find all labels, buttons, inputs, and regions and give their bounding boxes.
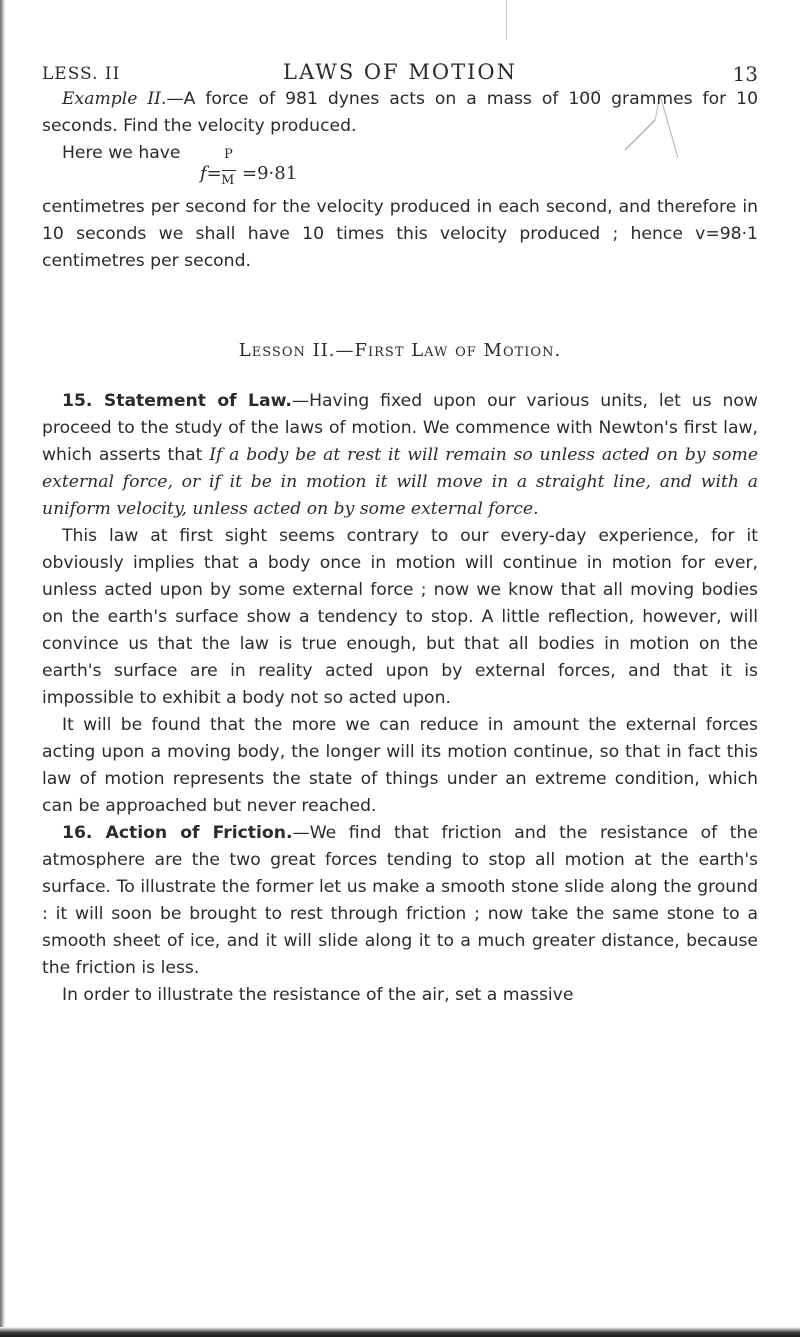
section-15-intro-text: —Having fixed upon our various units, let us now proceed to the study of the laws of motion. We commence with Newton's first law, which asserts that xyxy=(42,391,758,465)
section-15-paragraph-2: It will be found that the more we can reduce in amount the external forces acting upon a moving body, the longer will its motion continue, so that in fact this law of motion represents the state of things under an extreme condition, which can be approached but never reached. xyxy=(42,715,758,816)
example-block xyxy=(42,86,758,167)
section-15 xyxy=(42,388,758,1009)
section-16-paragraph-1: In order to illustrate the resistance of the air, set a massive xyxy=(62,985,574,1005)
formula-rhs: =9·81 xyxy=(242,163,298,184)
first-law-text: If a body be at rest it will remain so unless acted on by some external force, or if it be in motion it will move in a straight line, and with a uniform velocity, unless acted on by some external force. xyxy=(42,445,758,519)
formula-lhs: f= xyxy=(200,163,222,184)
formula-denominator: M xyxy=(221,173,235,188)
section-15-heading: 15. Statement of Law. xyxy=(62,391,292,411)
page-left-edge xyxy=(0,0,5,1337)
section-15-intro xyxy=(42,388,758,523)
example-text: —A force of 981 dynes acts on a mass of 100 grammes for 10 seconds. Find the velocity produced. xyxy=(42,89,759,136)
page-bottom-edge xyxy=(0,1327,800,1337)
formula xyxy=(200,147,340,193)
section-15-paragraph-1: This law at first sight seems contrary to our every-day experience, for it obviously implies that a body once in motion will continue in motion for ever, unless acted upon by some external force ; now we know that all moving bodies on the earth's surface show a tendency to stop. A little reflection, however, will convince us that the law is true enough, but that all bodies in motion on the earth's surface are in reality acted upon by external forces, and that it is impossible to exhibit a body not so acted upon. xyxy=(42,526,758,708)
example-paragraph xyxy=(42,86,758,140)
fraction-bar xyxy=(222,170,236,171)
section-16-intro xyxy=(42,820,758,982)
example-continuation: centimetres per second for the velocity produced in each second, and therefore in 10 seconds we shall have 10 times this velocity produced ; hence v=98·1 centimetres per second. xyxy=(42,197,758,271)
section-16-heading: 16. Action of Friction. xyxy=(62,823,293,843)
running-header xyxy=(42,58,758,88)
header-title: LAWS OF MOTION xyxy=(283,60,517,84)
page-number: 13 xyxy=(732,62,758,86)
pencil-mark xyxy=(506,0,507,40)
lesson-title: Lesson II.—First Law of Motion. xyxy=(238,340,562,361)
example-label: Example II. xyxy=(62,89,167,109)
here-we-have: Here we have xyxy=(62,143,181,163)
formula-numerator: P xyxy=(224,147,233,162)
section-16-intro-text: —We find that friction and the resistance of the atmosphere are the two great forces tending to stop all motion at the earth's surface. To illustrate the former let us make a smooth stone slide along the ground : it will soon be brought to rest through friction ; now take the same stone to a smooth sheet of ice, and it will slide along it to a much greater distance, because the friction is less. xyxy=(42,823,758,978)
example-continuation-block xyxy=(42,194,758,275)
header-lesson: LESS. II xyxy=(42,64,121,84)
